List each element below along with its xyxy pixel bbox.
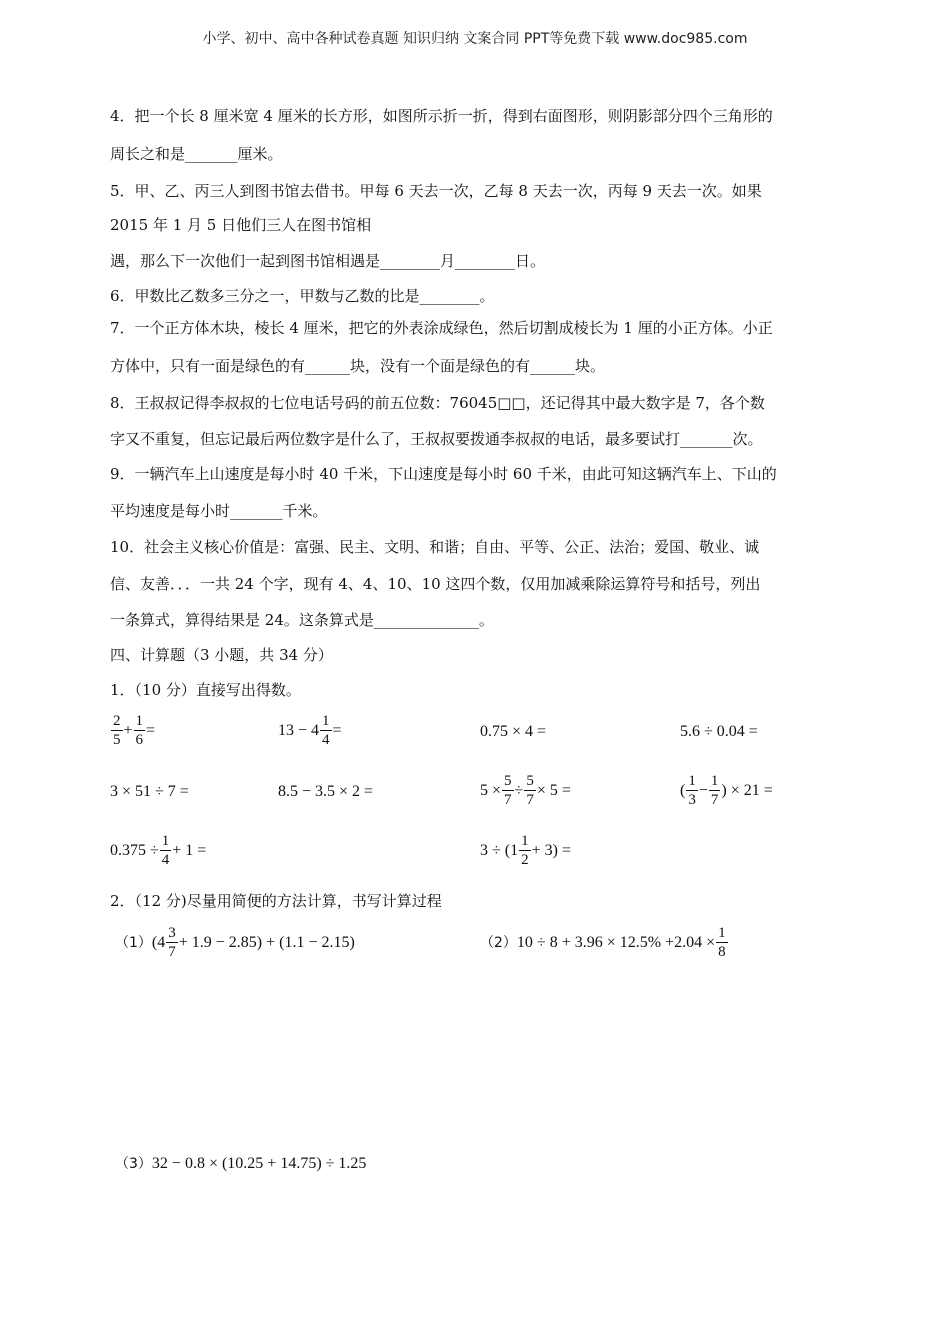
question-10-line-2: 信、友善．．．一共 24 个字，现有 4、4、10、10 这四个数，仅用加减乘除运算符号和括号，列出: [110, 575, 761, 593]
denominator: 2: [521, 852, 529, 868]
expr-text: 32 − 0.8 × (10.25 + 14.75) ÷ 1.25: [151, 1155, 367, 1172]
question-7-line-2: 方体中，只有一面是绿色的有______块，没有一个面是绿色的有______块。: [110, 357, 606, 375]
denominator: 8: [718, 944, 726, 960]
expr-b1: [110, 782, 189, 802]
denominator: 4: [161, 852, 170, 868]
fraction: [111, 712, 123, 749]
fraction: [686, 772, 698, 809]
expr-text: (: [680, 781, 686, 799]
item-label: （1）: [115, 934, 152, 951]
expr-c2: [480, 832, 571, 869]
simplify-2: [480, 924, 729, 961]
equals: =: [332, 721, 342, 739]
numerator: 2: [113, 713, 121, 729]
numerator: 1: [718, 925, 726, 941]
expr-text: + 3) =: [531, 841, 571, 859]
expr-text: 0.375 ÷: [110, 841, 159, 859]
question-7-line-1: 7．一个正方体木块，棱长 4 厘米，把它的外表涂成绿色，然后切割成棱长为 1 厘的小正方体。小正: [110, 319, 773, 337]
numerator: 1: [710, 773, 719, 789]
expr-a4: [680, 722, 758, 742]
expr-text: 0.75 × 4 =: [480, 723, 547, 740]
operator: −: [698, 781, 708, 799]
denominator: 7: [526, 792, 534, 808]
numerator: 1: [322, 713, 330, 729]
expr-text: 10 ÷ 8 + 3.96 × 12.5% +2.04 ×: [516, 933, 716, 951]
item-label: （3）: [115, 1156, 152, 1172]
numerator: 1: [161, 833, 170, 849]
question-4-line-2: 周长之和是_______厘米。: [110, 145, 283, 163]
question-4-line-1: 4．把一个长 8 厘米宽 4 厘米的长方形，如图所示折一折，得到右面图形，则阴影部分四个三角形的: [110, 107, 773, 125]
fraction: [166, 924, 178, 961]
denominator: 7: [504, 792, 512, 808]
numerator: 5: [504, 773, 512, 789]
expr-text: 13 − 4: [278, 721, 320, 739]
fraction: [716, 924, 728, 961]
question-5-line-2: 2015 年 1 月 5 日他们三人在图书馆相: [110, 216, 372, 234]
expr-text: 8.5 − 3.5 × 2 =: [278, 783, 374, 800]
denominator: 4: [322, 732, 330, 748]
expr-a2: [278, 712, 342, 749]
page-header: 小学、初中、高中各种试卷真题 知识归纳 文案合同 PPT等免费下载 www.doc985.com: [202, 31, 748, 47]
expr-text: + 1.9 − 2.85) + (1.1 − 2.15): [178, 933, 355, 951]
numerator: 1: [135, 713, 144, 729]
expr-text: + 1 =: [172, 841, 207, 859]
question-10-line-3: 一条算式，算得结果是 24。这条算式是______________。: [110, 611, 494, 629]
question-6: 6．甲数比乙数多三分之一，甲数与乙数的比是________。: [110, 287, 495, 305]
expr-b4: [680, 772, 773, 809]
numerator: 1: [688, 773, 696, 789]
question-8-line-2: 字又不重复，但忘记最后两位数字是什么了，王叔叔要拨通李叔叔的电话，最多要试打_______次。: [110, 430, 763, 448]
expr-text: 3 ÷ (1: [480, 841, 519, 859]
question-9-line-2: 平均速度是每小时_______千米。: [110, 502, 328, 520]
expr-b2: [278, 782, 373, 802]
numerator: 5: [526, 773, 534, 789]
expr-b3: [480, 772, 571, 809]
operator: ÷: [514, 781, 524, 799]
expr-text: × 5 =: [536, 781, 571, 799]
equals: =: [146, 721, 156, 739]
expr-text: 5.6 ÷ 0.04 =: [680, 723, 758, 740]
simplify-1: [115, 924, 355, 961]
problem-1-title: 1．（10 分）直接写出得数。: [110, 681, 301, 699]
item-label: （2）: [480, 934, 517, 951]
question-8-line-1: 8．王叔叔记得李叔叔的七位电话号码的前五位数：76045□□，还记得其中最大数字是 7，各个数: [110, 394, 765, 412]
fraction: [502, 772, 514, 809]
denominator: 6: [135, 732, 144, 748]
fraction: [519, 832, 531, 869]
denominator: 3: [688, 792, 696, 808]
expr-a3: [480, 722, 546, 742]
numerator: 3: [168, 925, 176, 941]
expr-text: ) × 21 =: [721, 781, 773, 799]
simplify-3: [115, 1154, 366, 1174]
fraction: [134, 712, 146, 749]
expr-text: 5 ×: [480, 781, 502, 799]
expr-c1: [110, 832, 206, 869]
fraction: [709, 772, 721, 809]
denominator: 7: [710, 792, 719, 808]
question-5-line-3: 遇，那么下一次他们一起到图书馆相遇是________月________日。: [110, 252, 546, 270]
fraction: [160, 832, 172, 869]
fraction: [320, 712, 332, 749]
operator: +: [123, 721, 133, 739]
expr-text: (4: [151, 933, 166, 951]
denominator: 7: [168, 944, 176, 960]
problem-2-title: 2．（12 分)尽量用简便的方法计算，书写计算过程: [110, 892, 442, 910]
section-title: 四、计算题（3 小题，共 34 分）: [110, 646, 333, 664]
denominator: 5: [113, 732, 121, 748]
question-5-line-1: 5．甲、乙、丙三人到图书馆去借书。甲每 6 天去一次，乙每 8 天去一次，丙每 9 天去一次。如果: [110, 182, 762, 200]
expr-text: 3 × 51 ÷ 7 =: [110, 783, 189, 800]
expr-a1: [110, 712, 155, 749]
numerator: 1: [521, 833, 529, 849]
question-10-line-1: 10．社会主义核心价值是：富强、民主、文明、和谐；自由、平等、公正、法治；爱国、敬业、诚: [110, 538, 760, 556]
fraction: [524, 772, 536, 809]
question-9-line-1: 9．一辆汽车上山速度是每小时 40 千米，下山速度是每小时 60 千米，由此可知这辆汽车上、下山的: [110, 465, 777, 483]
